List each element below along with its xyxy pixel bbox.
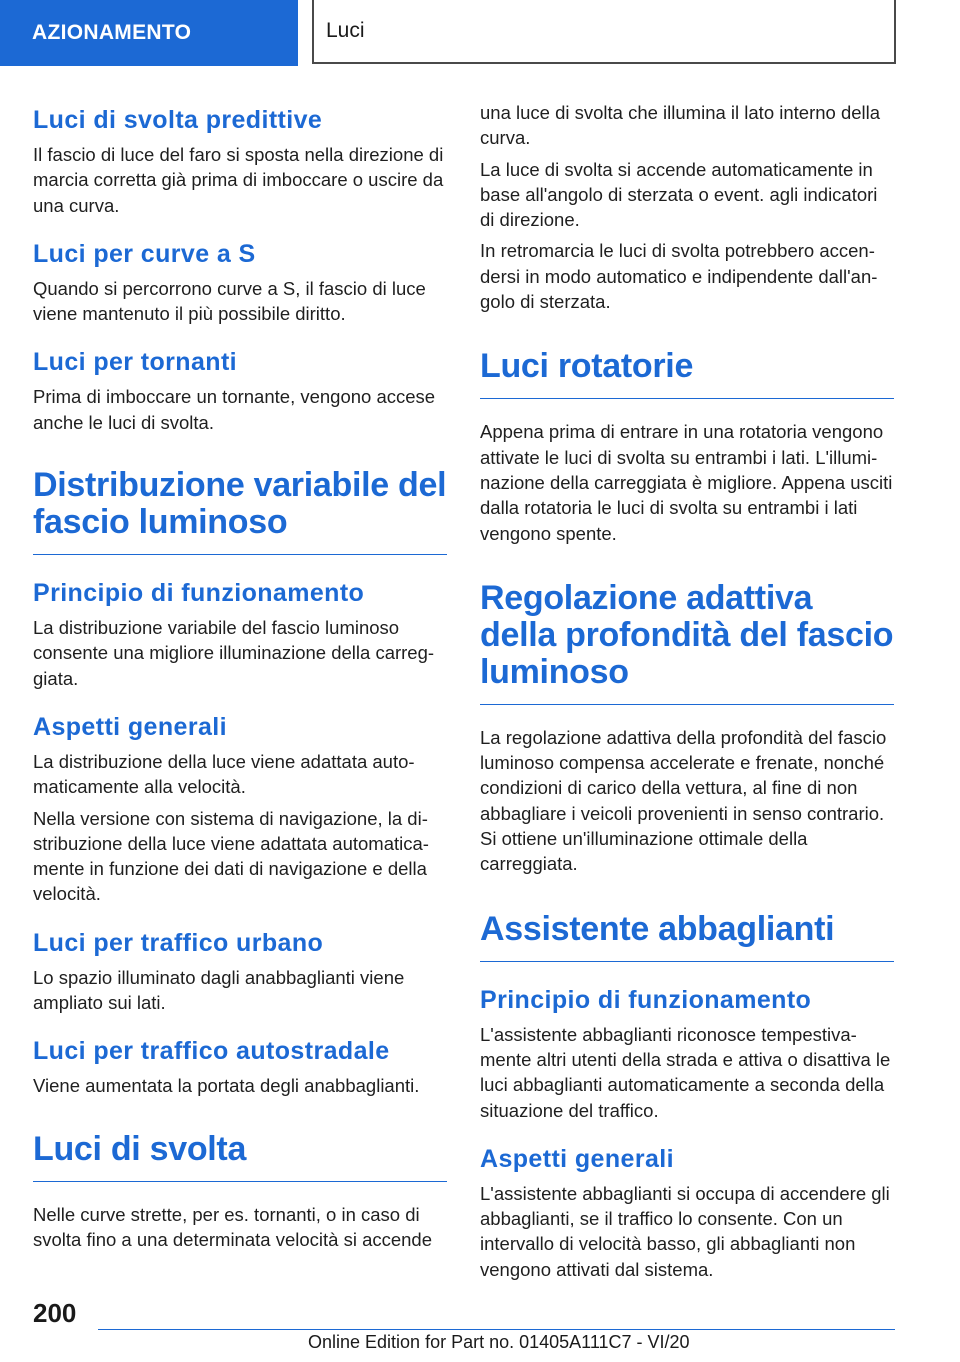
heading-regolazione-adattiva: Regolazione adattiva della profondità del fascio luminoso <box>480 580 894 705</box>
para-luci-di-svolta-3: In retromarcia le luci di svolta potrebbero accendersi in modo automatico e indipendente dall'angolo di sterzata. <box>480 240 878 313</box>
chapter-title: Luci <box>326 19 365 42</box>
chapter-tab <box>312 0 896 64</box>
page-number: 200 <box>33 1298 77 1328</box>
edition-note: Online Edition for Part no. 01405A111C7 - VI/20 <box>308 1332 690 1352</box>
para-aspetti-generali-2: Nella versione con sistema di navigazione, la distribuzione della luce viene adattata automaticamente in funzione dei dati di navigazione e della velocità. <box>33 807 429 905</box>
heading-luci-rotatorie: Luci rotatorie <box>480 348 894 399</box>
footer-divider <box>98 1329 895 1330</box>
para-luci-svolta-predittive: Il fascio di luce del faro si sposta nella direzione di marcia corretta già prima di imboccare o uscire da una curva. <box>33 144 444 216</box>
heading-luci-tornanti: Luci per tornanti <box>33 348 238 377</box>
para-luci-rotatorie: Appena prima di entrare in una rotatoria vengono attivate le luci di svolta su entrambi i lati. L'illuminazione della carreggiata è migliore. Appena usciti dalla rotatoria le luci di svolta su entrambi i lati vengono spente. <box>480 421 893 544</box>
para-principio-funzionamento: La distribuzione variabile del fascio luminoso consente una migliore illuminazione della carreggiata. <box>33 617 435 689</box>
para-luci-curve-s: Quando si percorrono curve a S, il fascio di luce viene mantenuto il più possibile diritto. <box>33 277 426 325</box>
para-luci-di-svolta-2: La luce di svolta si accende automaticamente in base all'angolo di sterzata o event. agli indicatori di direzione. <box>480 158 878 231</box>
heading-distribuzione-variabile: Distribuzione variabile del fascio luminoso <box>33 467 447 555</box>
heading-aspetti-generali: Aspetti generali <box>33 712 227 741</box>
para-aspetti-generali-1: La distribuzione della luce viene adattata automaticamente alla velocità. <box>33 750 415 798</box>
page-header <box>0 0 960 66</box>
para-principio-funzionamento-2: L'assistente abbaglianti riconosce tempestivamente altri utenti della strada e attiva o disattiva le luci abbaglianti automaticamente a seconda della situazione del traffico. <box>480 1023 891 1121</box>
heading-luci-svolta-predittive: Luci di svolta predittive <box>33 106 323 134</box>
heading-aspetti-generali-2: Aspetti generali <box>480 1144 674 1173</box>
heading-traffico-urbano: Luci per traffico urbano <box>33 928 324 957</box>
right-column <box>480 100 894 1282</box>
para-aspetti-generali-3: L'assistente abbaglianti si occupa di accendere gli abbaglianti, se il traffico lo consente. Con un intervallo di velocità basso, gli abbaglianti non vengono attivati dal sistema. <box>480 1182 890 1280</box>
heading-luci-di-svolta: Luci di svolta <box>33 1131 447 1182</box>
heading-principio-funzionamento: Principio di funzionamento <box>33 579 365 608</box>
para-traffico-urbano: Lo spazio illuminato dagli anabbaglianti viene ampliato sui lati. <box>33 966 405 1014</box>
section-title: AZIONAMENTO <box>32 21 192 44</box>
section-tab <box>0 0 298 66</box>
heading-traffico-autostradale: Luci per traffico autostradale <box>33 1037 390 1066</box>
para-luci-di-svolta-continued: una luce di svolta che illumina il lato interno della curva. <box>480 102 881 149</box>
para-luci-di-svolta: Nelle curve strette, per es. tornanti, o in caso di svolta fino a una determinata velocità si accende <box>33 1203 433 1250</box>
heading-luci-curve-s: Luci per curve a S <box>33 239 256 268</box>
para-traffico-autostradale: Viene aumentata la portata degli anabbaglianti. <box>33 1075 420 1097</box>
heading-principio-funzionamento-2: Principio di funzionamento <box>480 985 812 1014</box>
para-regolazione-adattiva: La regolazione adattiva della profondità del fascio luminoso compensa accelerate e frenate, nonché condizioni di carico della vettura, al fine di non abbagliare i veicoli provenienti in senso contrario. Si ottiene un'illuminazione ottimale della carreggiata. <box>480 726 887 875</box>
heading-assistente-abbaglianti: Assistente abbaglianti <box>480 911 894 962</box>
left-column <box>33 100 447 1252</box>
para-luci-tornanti: Prima di imboccare un tornante, vengono accese anche le luci di svolta. <box>33 386 436 433</box>
